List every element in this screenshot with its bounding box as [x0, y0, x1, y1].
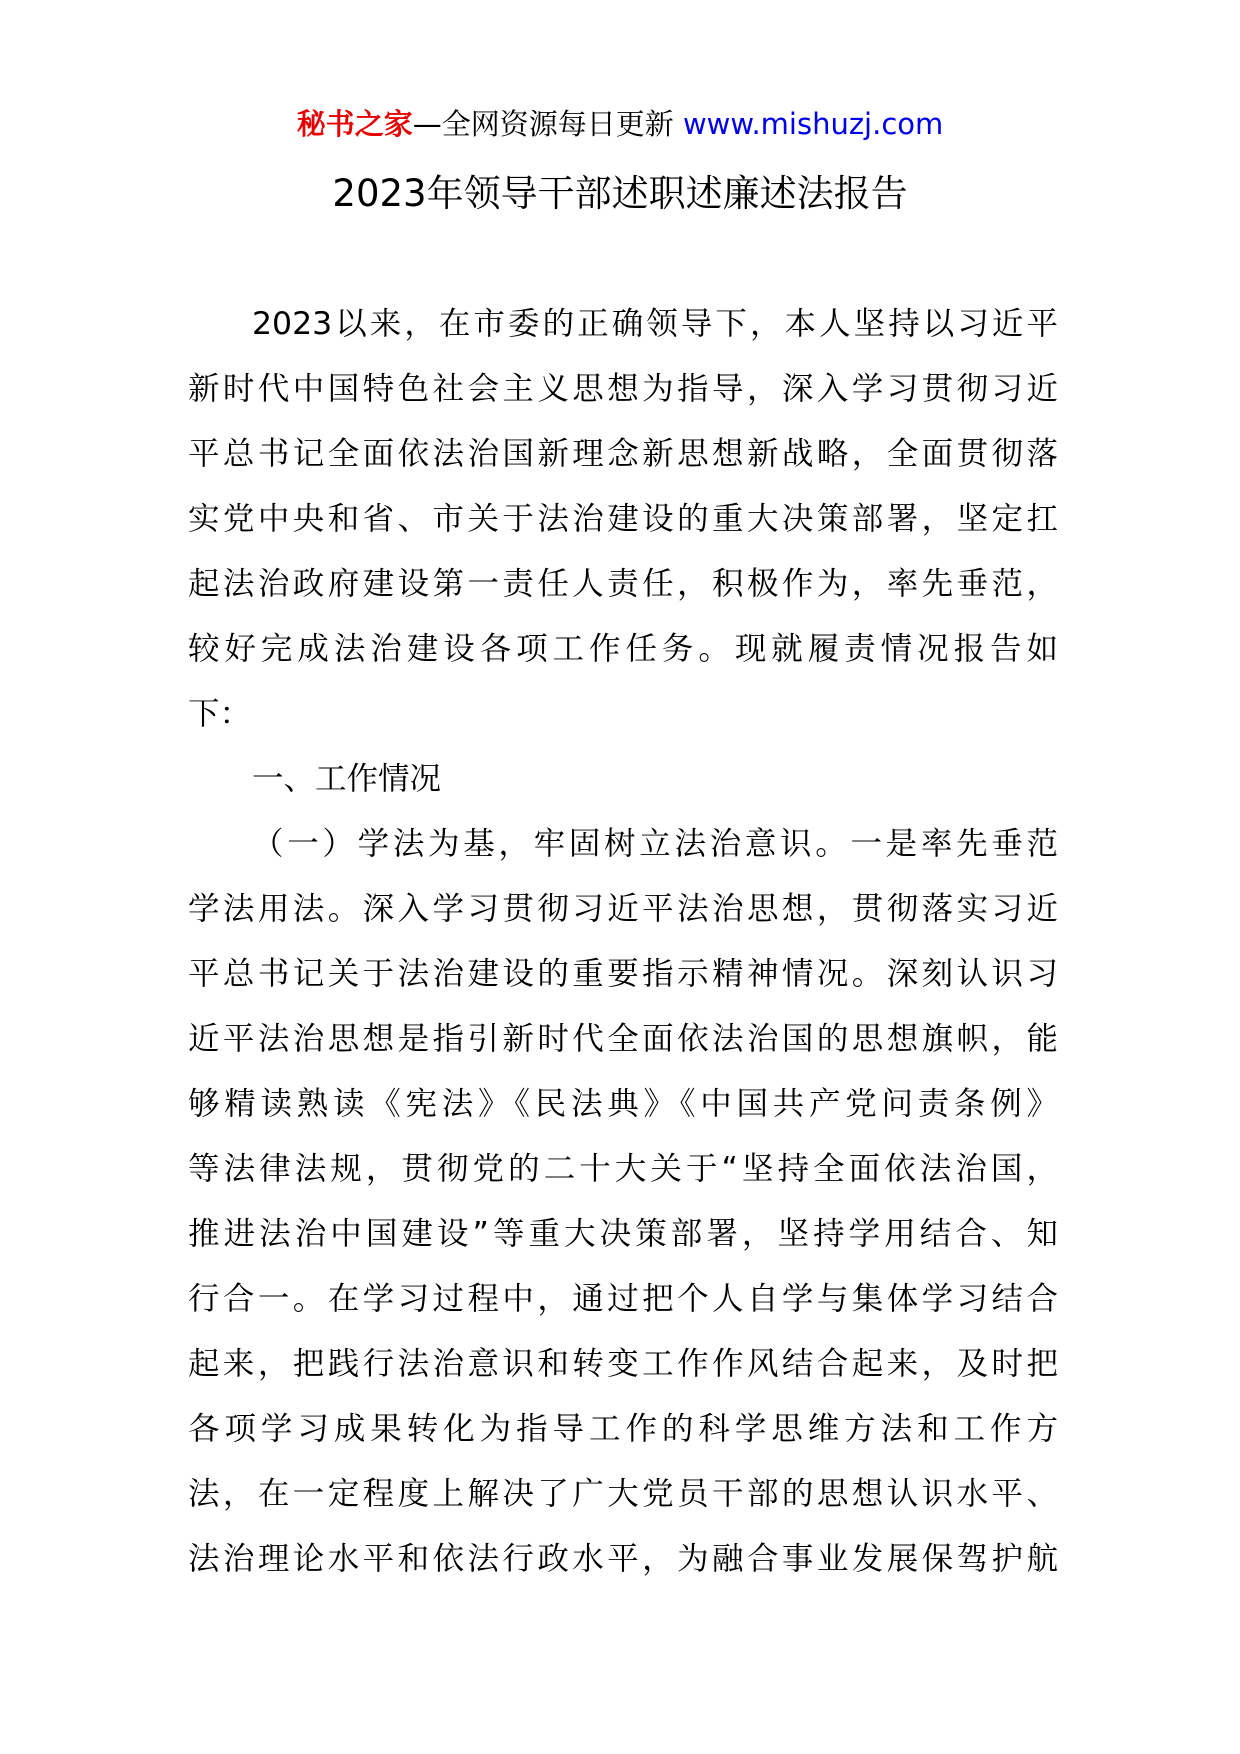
- site-url-link[interactable]: www.mishuzj.com: [682, 107, 944, 141]
- body-line: 起法治政府建设第一责任人责任，积极作为，率先垂范，: [188, 566, 1058, 602]
- body-line: 下：: [188, 696, 252, 732]
- body-line: 实党中央和省、市关于法治建设的重大决策部署，坚定扛: [188, 501, 1058, 537]
- body-line: 等法律法规，贯彻党的二十大关于“坚持全面依法治国，: [188, 1151, 1058, 1187]
- body-line: 平总书记全面依法治国新理念新思想新战略，全面贯彻落: [188, 436, 1058, 472]
- body-line: 2023以来，在市委的正确领导下，本人坚持以习近平: [252, 306, 1058, 342]
- body-line: 推进法治中国建设”等重大决策部署，坚持学用结合、知: [188, 1216, 1058, 1252]
- body-line: 法治理论水平和依法行政水平，为融合事业发展保驾护航: [188, 1541, 1058, 1577]
- body-line: 够精读熟读《宪法》《民法典》《中国共产党问责条例》: [188, 1086, 1058, 1122]
- body-line: （一）学法为基，牢固树立法治意识。一是率先垂范: [252, 826, 1058, 862]
- document-body: [188, 292, 1058, 1592]
- site-slogan: —全网资源每日更新: [412, 107, 674, 141]
- body-line: 较好完成法治建设各项工作任务。现就履责情况报告如: [188, 631, 1058, 667]
- site-brand: 秘书之家: [296, 107, 413, 141]
- body-line: 近平法治思想是指引新时代全面依法治国的思想旗帜，能: [188, 1021, 1058, 1057]
- body-line: 各项学习成果转化为指导工作的科学思维方法和工作方: [188, 1411, 1058, 1447]
- body-line: 起来，把践行法治意识和转变工作作风结合起来，及时把: [188, 1346, 1058, 1382]
- section-heading: 一、工作情况: [252, 761, 442, 797]
- body-line: 新时代中国特色社会主义思想为指导，深入学习贯彻习近: [188, 371, 1058, 407]
- body-line: 行合一。在学习过程中，通过把个人自学与集体学习结合: [188, 1281, 1058, 1317]
- body-line: 平总书记关于法治建设的重要指示精神情况。深刻认识习: [188, 956, 1058, 992]
- site-header: [0, 102, 1240, 146]
- document-title: 2023年领导干部述职述廉述法报告: [332, 172, 908, 215]
- body-line: 学法用法。深入学习贯彻习近平法治思想，贯彻落实习近: [188, 891, 1058, 927]
- body-line: 法，在一定程度上解决了广大党员干部的思想认识水平、: [188, 1476, 1058, 1512]
